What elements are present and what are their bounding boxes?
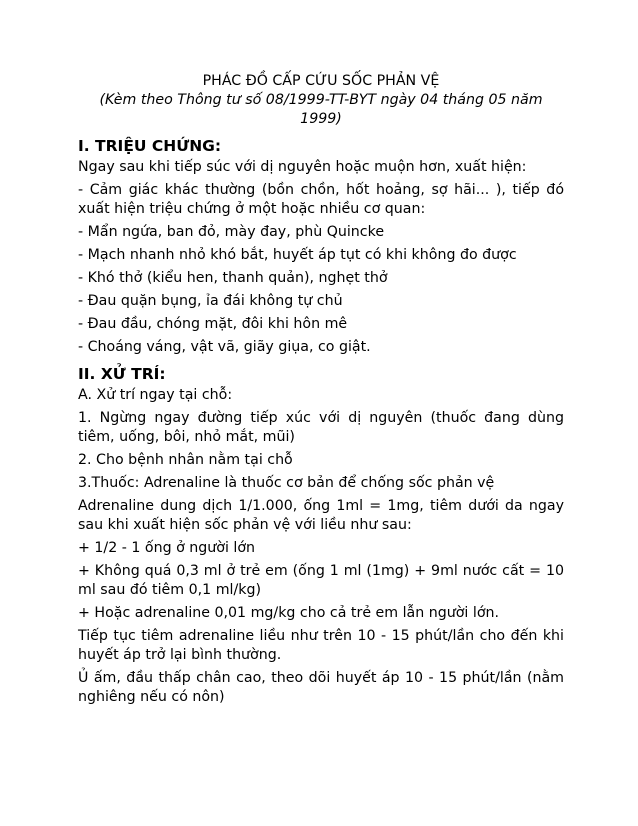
paragraph: - Đau quặn bụng, ỉa đái không tự chủ bbox=[78, 293, 343, 309]
paragraph: + Không quá 0,3 ml ở trẻ em (ống 1 ml (1mg) + 9ml nước cất = 10 ml sau đó tiêm 0,1 ml/kg) bbox=[78, 563, 564, 598]
paragraph: Tiếp tục tiêm adrenaline liều như trên 10 - 15 phút/lần cho đến khi huyết áp trở lại bình thường. bbox=[78, 628, 564, 663]
paragraph: A. Xử trí ngay tại chỗ: bbox=[78, 387, 233, 403]
paragraph: - Choáng váng, vật vã, giãy giụa, co giật. bbox=[78, 339, 371, 355]
paragraph: - Đau đầu, chóng mặt, đôi khi hôn mê bbox=[78, 316, 348, 332]
paragraph: + Hoặc adrenaline 0,01 mg/kg cho cả trẻ em lẫn người lớn. bbox=[78, 605, 499, 621]
section-treatment bbox=[78, 364, 564, 707]
paragraph: + 1/2 - 1 ống ở người lớn bbox=[78, 540, 256, 556]
paragraph: 2. Cho bệnh nhân nằm tại chỗ bbox=[78, 452, 293, 468]
paragraph: Adrenaline dung dịch 1/1.000, ống 1ml = 1mg, tiêm dưới da ngay sau khi xuất hiện sốc phản vệ với liều như sau: bbox=[78, 498, 564, 533]
document-subtitle: (Kèm theo Thông tư số 08/1999-TT-BYT ngày 04 tháng 05 năm 1999) bbox=[99, 92, 543, 127]
paragraph: Ủ ấm, đầu thấp chân cao, theo dõi huyết áp 10 - 15 phút/lần (nằm nghiêng nếu có nôn) bbox=[78, 670, 564, 705]
document-page bbox=[78, 72, 564, 711]
paragraph: - Mạch nhanh nhỏ khó bắt, huyết áp tụt có khi không đo được bbox=[78, 247, 517, 263]
paragraph: Ngay sau khi tiếp súc với dị nguyên hoặc muộn hơn, xuất hiện: bbox=[78, 159, 527, 175]
paragraph: 3.Thuốc: Adrenaline là thuốc cơ bản để chống sốc phản vệ bbox=[78, 475, 495, 491]
document-title: PHÁC ĐỒ CẤP CỨU SỐC PHẢN VỆ bbox=[202, 73, 440, 89]
section-symptoms bbox=[78, 136, 564, 357]
paragraph: 1. Ngừng ngay đường tiếp xúc với dị nguyên (thuốc đang dùng tiêm, uống, bôi, nhỏ mắt, mũi) bbox=[78, 410, 564, 445]
section-heading-symptoms: I. TRIỆU CHỨNG: bbox=[78, 137, 222, 155]
paragraph: - Khó thở (kiểu hen, thanh quản), nghẹt thở bbox=[78, 270, 388, 286]
paragraph: - Mẩn ngứa, ban đỏ, mày đay, phù Quincke bbox=[78, 224, 385, 240]
section-heading-treatment: II. XỬ TRÍ: bbox=[78, 365, 166, 383]
paragraph: - Cảm giác khác thường (bồn chồn, hốt hoảng, sợ hãi... ), tiếp đó xuất hiện triệu chứng ở một hoặc nhiều cơ quan: bbox=[78, 182, 564, 217]
